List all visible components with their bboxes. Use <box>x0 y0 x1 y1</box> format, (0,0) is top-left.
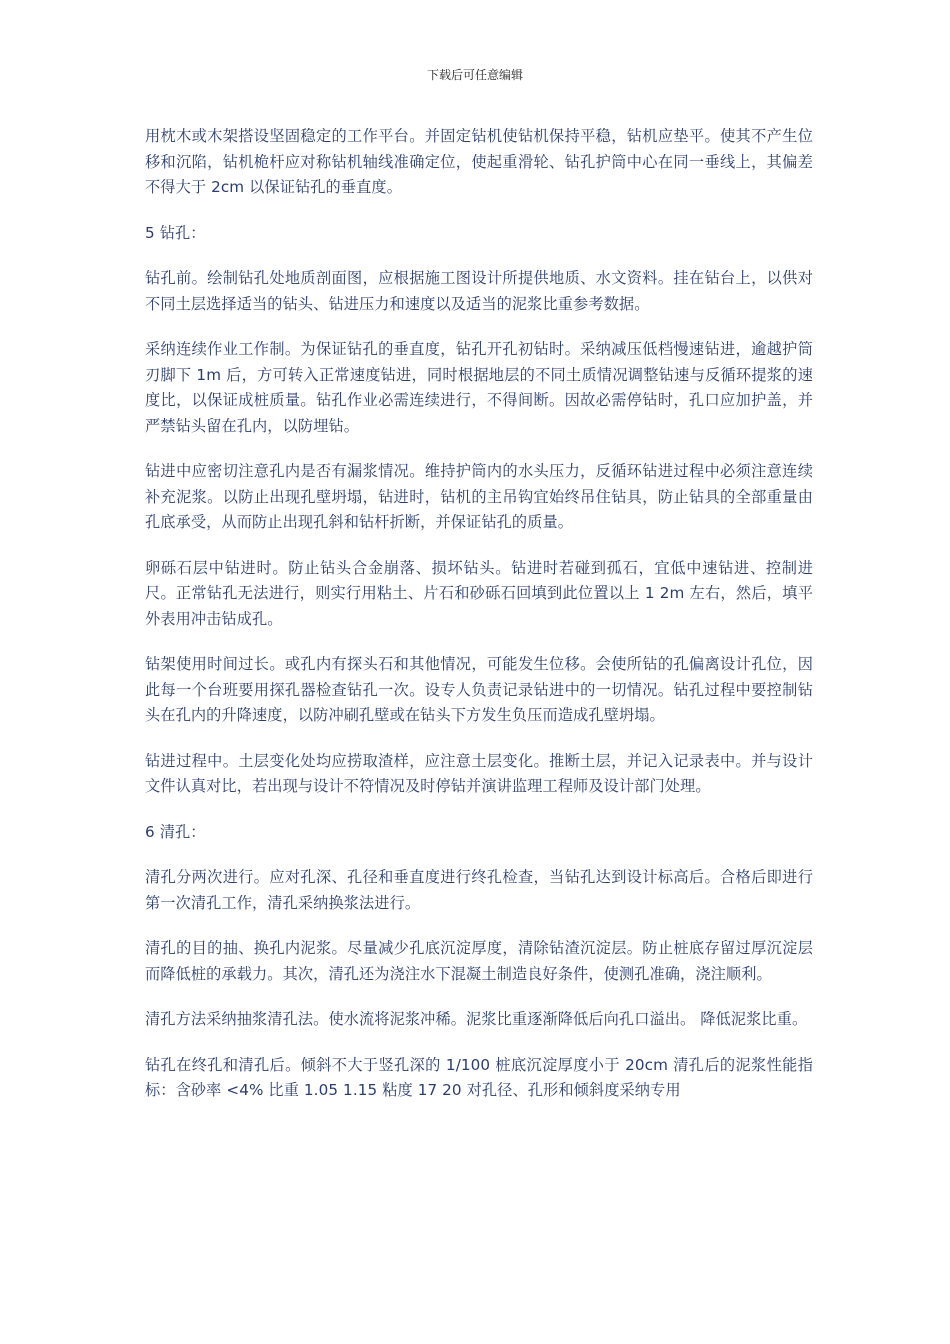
section-heading-drilling: 5 钻孔： <box>145 223 206 242</box>
paragraph-cleaning-two-stages: 清孔分两次进行。应对孔深、孔径和垂直度进行终孔检查，当钻孔达到设计标高后。合格后即进行第一次清孔工作，清孔采纳换浆法进行。 <box>145 868 813 912</box>
paragraph-cleaning-purpose: 清孔的目的抽、换孔内泥浆。尽量减少孔底沉淀厚度，清除钻渣沉淀层。防止桩底存留过厚沉淀层而降低桩的承载力。其次，清孔还为浇注水下混凝土制造良好条件，使测孔准确，浇注顺利。 <box>145 939 813 983</box>
paragraph-continuous-work: 采纳连续作业工作制。为保证钻孔的垂直度，钻孔开孔初钻时。采纳减压低档慢速钻进，逾越护筒刃脚下 1m 后，方可转入正常速度钻进，同时根据地层的不同土质情况调整钻速与反循环提浆的速度比，以保证成桩质量。钻孔作业必需连续进行，不得间断。因故必需停钻时，孔口应加护盖，并严禁钻头留在孔内，以防埋钻。 <box>145 340 813 435</box>
paragraph-platform: 用枕木或木架搭设坚固稳定的工作平台。并固定钻机使钻机保持平稳，钻机应垫平。使其不产生位移和沉陷，钻机桅杆应对称钻机轴线准确定位，使起重滑轮、钻孔护筒中心在同一垂线上，其偏差不得大于 2cm 以保证钻孔的垂直度。 <box>145 127 813 196</box>
paragraph-cleaning-method: 清孔方法采纳抽浆清孔法。使水流将泥浆冲稀。泥浆比重逐渐降低后向孔口溢出。 降低泥浆比重。 <box>145 1010 808 1028</box>
paragraph-before-drilling: 钻孔前。绘制钻孔处地质剖面图，应根据施工图设计所提供地质、水文资料。挂在钻台上，以供对不同土层选择适当的钻头、钻进压力和速度以及适当的泥浆比重参考数据。 <box>145 269 813 313</box>
section-heading-cleaning: 6 清孔： <box>145 822 206 841</box>
paragraph-cleaning-criteria: 钻孔在终孔和清孔后。倾斜不大于竖孔深的 1/100 桩底沉淀厚度小于 20cm 清孔后的泥浆性能指标：含砂率 <4% 比重 1.05 1.15 粘度 17 20 对孔径、孔形和倾斜度采纳专用 <box>145 1055 813 1099</box>
document-body <box>145 124 813 1124</box>
paragraph-soil-sampling: 钻进过程中。土层变化处均应捞取渣样，应注意土层变化。推断土层，并记入记录表中。并与设计文件认真对比，若出现与设计不符情况及时停钻并演讲监理工程师及设计部门处理。 <box>145 751 813 795</box>
page-header-note: 下载后可任意编辑 <box>426 68 523 82</box>
paragraph-rig-offset: 钻架使用时间过长。或孔内有探头石和其他情况，可能发生位移。会使所钻的孔偏离设计孔位，因此每一个台班要用探孔器检查钻孔一次。设专人负责记录钻进中的一切情况。钻孔过程中要控制钻头在孔内的升降速度，以防冲刷孔壁或在钻头下方发生负压而造成孔壁坍塌。 <box>145 655 813 724</box>
paragraph-gravel-layer: 卵砾石层中钻进时。防止钻头合金崩落、损坏钻头。钻进时若碰到孤石，宜低中速钻进、控制进尺。正常钻孔无法进行，则实行用粘土、片石和砂砾石回填到此位置以上 1 2m 左右，然后，填平外表用冲击钻成孔。 <box>145 558 813 628</box>
paragraph-leak-check: 钻进中应密切注意孔内是否有漏浆情况。维持护筒内的水头压力，反循环钻进过程中必须注意连续补充泥浆。以防止出现孔壁坍塌，钻进时，钻机的主吊钩宜始终吊住钻具，防止钻具的全部重量由孔底承受，从而防止出现孔斜和钻杆折断，并保证钻孔的质量。 <box>145 462 813 531</box>
